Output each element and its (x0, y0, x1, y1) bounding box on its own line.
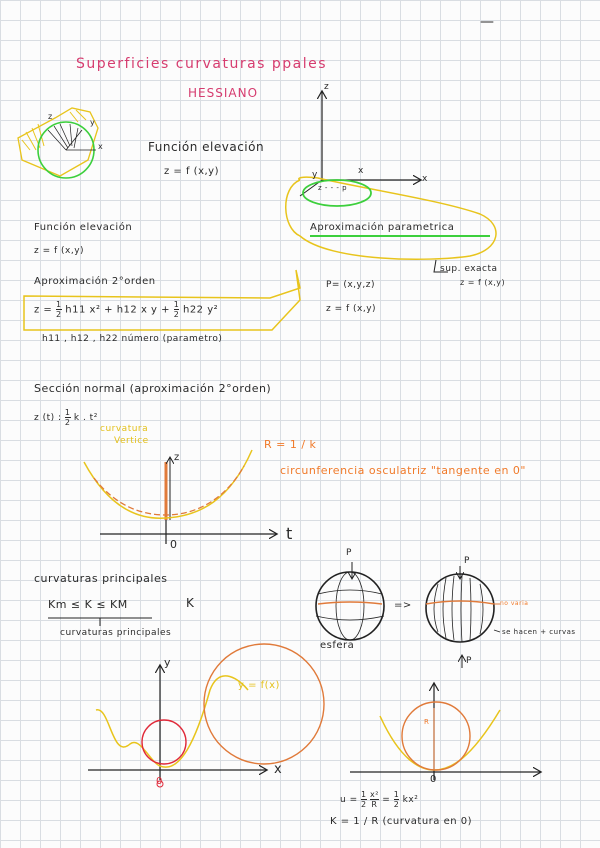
sn-osculatriz: circunferencia osculatriz "tangente en 0" (280, 464, 526, 477)
bf-tail: kx² (402, 795, 419, 805)
aproximacion-coef-note: h11 , h12 , h22 número (parametro) (42, 334, 223, 344)
sphere-se-hacen: se hacen + curvas (502, 628, 576, 636)
parabola-plot (350, 684, 540, 780)
bf-f3-num: 1 (393, 790, 400, 799)
sn-frac (65, 408, 71, 427)
parabola-r: R (424, 718, 430, 726)
coord-axis-x: x (358, 166, 364, 176)
funcion-elevacion-top-formula: z = f (x,y) (164, 166, 220, 177)
bf-frac1 (361, 790, 367, 809)
bf-f1-den: 2 (360, 800, 367, 809)
coord-axis-x2: x (422, 174, 428, 184)
top-small-x: x (98, 142, 104, 151)
sn-vertice: Vertice (114, 436, 149, 446)
seccion-normal-formula (34, 408, 98, 427)
aprox-frac2-num: 1 (173, 300, 180, 309)
coord-aprox-label: Aproximación parametrica (310, 222, 455, 233)
sn-curvatura: curvatura (100, 424, 149, 434)
bf-f2-num: x² (369, 790, 379, 799)
aprox-frac2-den: 2 (173, 310, 180, 319)
sphere-p-right-bottom: P (466, 656, 472, 666)
curvaturas-title: curvaturas principales (34, 572, 168, 585)
curvaturas-k: K (186, 596, 195, 610)
bf-eq: = (382, 795, 391, 805)
coord-figure (286, 92, 496, 272)
bf-f1-num: 1 (360, 790, 367, 799)
sn-rhs: k . t² (73, 413, 98, 423)
sn-radius: R = 1 / k (264, 438, 317, 451)
aproximacion-formula (34, 300, 218, 319)
corner-mark: — (480, 14, 495, 30)
aprox-term2: + h12 x y + (104, 304, 171, 316)
bf-frac2 (370, 790, 379, 809)
xy-origin: 0 (156, 776, 163, 787)
coord-axis-y: y (312, 170, 318, 180)
sn-axis-t: t (286, 524, 293, 543)
aprox-term3: h22 y² (182, 304, 219, 316)
aprox-lhs: z = (34, 304, 53, 316)
sphere-label: esfera (320, 640, 355, 651)
coord-sup-exacta: sup. exacta (440, 264, 498, 274)
aprox-frac1-den: 2 (56, 310, 62, 319)
curvaturas-underline (48, 618, 152, 626)
top-small-y: y (90, 118, 96, 127)
xy-axis-x: x (274, 762, 283, 777)
sphere-arrow: => (394, 600, 412, 611)
aprox-frac2 (174, 300, 180, 319)
bottom-k-line: K = 1 / R (curvatura en 0) (330, 816, 473, 827)
sn-frac-num: 1 (64, 408, 71, 417)
funcion-elevacion-formula: z = f (x,y) (34, 246, 85, 256)
parabola-origin: 0 (430, 774, 437, 785)
aproximacion-title: Aproximación 2°orden (34, 276, 156, 287)
bf-frac3 (394, 790, 400, 809)
curvaturas-note: curvaturas principales (60, 628, 172, 638)
aprox-frac1-num: 1 (56, 300, 62, 309)
sphere-left (316, 562, 384, 640)
coord-axis-z: z (324, 82, 330, 92)
funcion-elevacion-title: Función elevación (34, 222, 133, 233)
page-title: Superficies curvaturas ppales (76, 56, 328, 72)
xy-curve-label: y = f(x) (238, 680, 280, 691)
bf-f2-den: R (371, 800, 378, 809)
curvaturas-inequality: Km ≤ K ≤ KM (48, 598, 128, 611)
bottom-u-formula (340, 790, 418, 809)
top-small-z: z (48, 112, 53, 121)
aprox-frac1 (56, 300, 62, 319)
sn-origin: 0 (170, 538, 178, 551)
sphere-p-right-top: P (464, 556, 470, 566)
sn-frac-den: 2 (64, 418, 71, 427)
page-subtitle: HESSIANO (188, 86, 259, 100)
sphere-no-varia: no varia (500, 600, 529, 607)
punto-z: z = f (x,y) (326, 304, 377, 314)
coord-sup-formula: z = f (x,y) (460, 278, 506, 287)
seccion-normal-title: Sección normal (aproximación 2°orden) (34, 382, 272, 395)
sn-lhs: z (t) : (34, 413, 62, 423)
seccion-normal-plot (84, 450, 276, 544)
xy-plot (88, 644, 324, 787)
top-sphere-sketch (18, 108, 98, 178)
bf-lhs: u = (340, 795, 358, 805)
funcion-elevacion-top-title: Función elevación (148, 140, 265, 154)
xy-axis-y: y (164, 656, 172, 669)
coord-ellipse-label: z - - - p (318, 184, 348, 192)
sn-axis-z: z (174, 452, 180, 463)
aprox-term1: h11 x² (65, 304, 101, 316)
sphere-right (426, 566, 500, 668)
bf-f3-den: 2 (393, 800, 400, 809)
sphere-p-top: P (346, 548, 352, 558)
punto-p: P= (x,y,z) (326, 280, 375, 290)
